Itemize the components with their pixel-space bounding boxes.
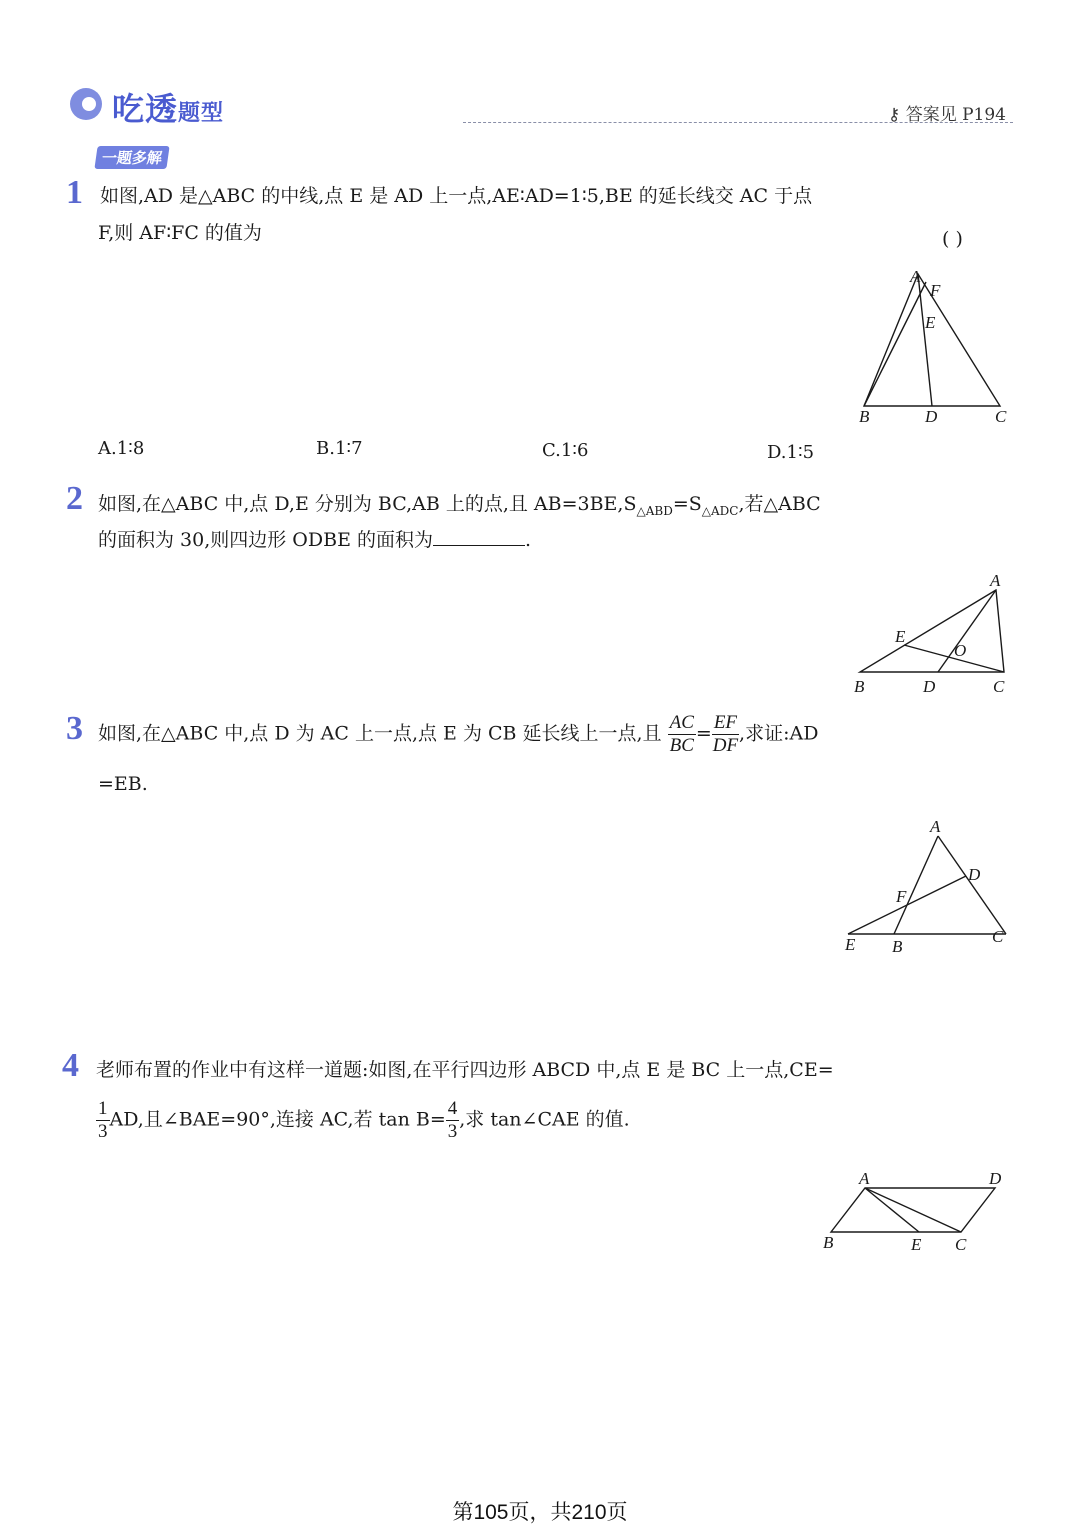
- label-F: F: [930, 281, 941, 300]
- label-E: E: [911, 1235, 922, 1254]
- label-B: B: [823, 1233, 834, 1252]
- label-E: E: [895, 627, 906, 646]
- section-title: 吃透题型: [112, 90, 225, 128]
- label-C: C: [955, 1235, 967, 1254]
- question-1-line-2: F,则 AF∶FC 的值为: [98, 222, 262, 244]
- label-D: D: [925, 407, 938, 426]
- label-B: B: [892, 937, 903, 956]
- fraction-four-thirds: $\frac{4}{3}$: [447, 1098, 458, 1142]
- label-O: O: [954, 641, 967, 660]
- label-B: B: [854, 677, 865, 696]
- question-3-line-1: 如图,在△ABC 中,点 D 为 AC 上一点,点 E 为 CB 延长线上一点,且 $\frac{AC}{BC}$ = $\frac{EF}{DF}$ ,求证:AD: [98, 712, 819, 756]
- label-A: A: [859, 1169, 870, 1188]
- header-divider: [463, 122, 1013, 123]
- label-F: F: [896, 887, 907, 906]
- fraction-ac-bc: $\frac{AC}{BC}$: [669, 712, 694, 756]
- question-2-figure: [850, 570, 1020, 700]
- label-E: E: [845, 935, 856, 954]
- label-A: A: [910, 267, 921, 286]
- question-4-line-1: 老师布置的作业中有这样一道题:如图,在平行四边形 ABCD 中,点 E 是 BC 上一点,CE=: [96, 1059, 834, 1081]
- answer-reference: ⚷ 答案见 P194: [887, 105, 1006, 125]
- section-tag: 一题多解: [94, 146, 169, 169]
- question-number: 2: [66, 480, 83, 517]
- question-3-figure: [838, 814, 1018, 959]
- label-D: D: [968, 865, 981, 884]
- choice-c[interactable]: C.1∶6: [542, 440, 589, 461]
- question-4-figure: [815, 1162, 1015, 1262]
- label-B: B: [859, 407, 870, 426]
- label-E: E: [925, 313, 936, 332]
- label-D: D: [989, 1169, 1002, 1188]
- question-number: 4: [62, 1047, 79, 1084]
- fraction-ef-df: $\frac{EF}{DF}$: [712, 712, 739, 756]
- label-A: A: [990, 571, 1001, 590]
- label-C: C: [992, 927, 1004, 946]
- question-2-line-1: 如图,在△ABC 中,点 D,E 分别为 BC,AB 上的点,且 $AB=3BE,S_{\triangle ABD}=S_{\triangle ADC}$,若△ABC: [98, 493, 821, 518]
- label-D: D: [923, 677, 936, 696]
- choice-a[interactable]: A.1∶8: [98, 438, 145, 459]
- choice-b[interactable]: B.1∶7: [316, 438, 363, 459]
- choice-d[interactable]: D.1∶5: [767, 442, 815, 463]
- question-4-line-2: $\frac{1}{3}$ AD,且∠BAE=90°,连接 AC,若 tan B= $\frac{4}{3}$ ,求 tan∠CAE 的值.: [98, 1098, 630, 1142]
- fraction-one-third: $\frac{1}{3}$: [98, 1098, 108, 1142]
- question-2-line-2: 的面积为 30,则四边形 ODBE 的面积为 .: [98, 522, 531, 559]
- page-footer: 第105页，共210页: [452, 1501, 628, 1524]
- question-1-figure: [850, 262, 1020, 432]
- question-1-line-1: 如图,AD 是△ABC 的中线,点 E 是 AD 上一点,AE∶AD=1∶5,BE 的延长线交 AC 于点: [100, 185, 813, 207]
- question-3-line-2: =EB.: [98, 773, 148, 795]
- question-number: 3: [66, 710, 83, 747]
- key-icon: ⚷: [887, 105, 901, 125]
- section-logo-icon: [70, 88, 102, 120]
- question-number: 1: [66, 174, 83, 211]
- label-C: C: [993, 677, 1005, 696]
- label-C: C: [995, 407, 1007, 426]
- label-A: A: [930, 817, 941, 836]
- answer-blank[interactable]: [433, 525, 525, 546]
- answer-paren: ( ): [942, 228, 963, 250]
